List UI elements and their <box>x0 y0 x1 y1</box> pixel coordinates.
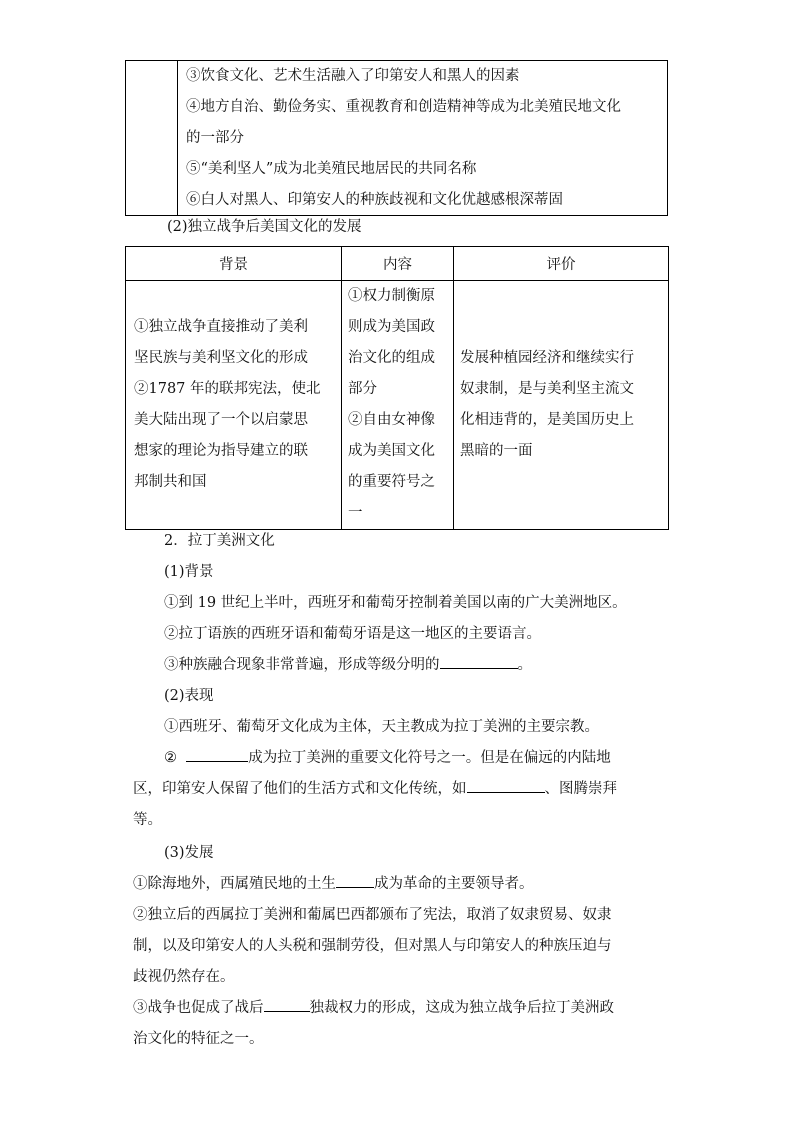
evaluation-line: 黑暗的一面 <box>460 443 533 459</box>
background-item-3-text: ③种族融合现象非常普遍，形成等级分明的 <box>164 657 440 673</box>
background-item-1: ①到 19 世纪上半叶，西班牙和葡萄牙控制着美国以南的广大美洲地区。 <box>164 595 627 611</box>
development-item-3-text: ③战争也促成了战后 <box>133 1000 264 1016</box>
performance-item-2-text: 成为拉丁美洲的重要文化符号之一。但是在偏远的内陆地 <box>248 750 611 766</box>
background-line: ①独立战争直接推动了美利 <box>134 319 308 335</box>
fill-blank <box>467 778 545 794</box>
content-line: 成为美国文化 <box>348 443 435 459</box>
development-item-2: ②独立后的西属拉丁美洲和葡属巴西都颁布了宪法，取消了奴隶贸易、奴隶 <box>133 907 612 923</box>
background-line: 美大陆出现了一个以启蒙思 <box>134 412 308 428</box>
fill-blank <box>440 654 518 670</box>
table-row-5: ⑤“美利坚人”成为北美殖民地居民的共同名称 <box>186 161 477 177</box>
background-cell <box>126 281 342 530</box>
development-item-3 <box>133 993 614 1024</box>
content-line: 则成为美国政 <box>348 319 435 335</box>
header-background: 背景 <box>126 247 342 281</box>
development-item-3-mid: 独裁权力的形成，这成为独立战争后拉丁美洲政 <box>309 1000 614 1016</box>
table-row-6: ⑥白人对黑人、印第安人的种族歧视和文化优越感根深蒂固 <box>186 192 563 208</box>
background-line: 想家的理论为指导建立的联 <box>134 443 308 459</box>
performance-heading: (2)表现 <box>164 688 214 704</box>
content-line: 一 <box>348 505 363 521</box>
development-item-2-end: 歧视仍然存在。 <box>133 969 235 985</box>
table-row-3: ③饮食文化、艺术生活融入了印第安人和黑人的因素 <box>186 68 520 84</box>
content-line: 治文化的组成 <box>348 350 435 366</box>
background-item-3 <box>164 650 532 681</box>
background-line: 邦制共和国 <box>134 474 207 490</box>
performance-item-2-end: 等。 <box>133 812 162 828</box>
background-item-2: ②拉丁语族的西班牙语和葡萄牙语是这一地区的主要语言。 <box>164 626 541 642</box>
evaluation-line: 奴隶制，是与美利坚主流文 <box>460 381 634 397</box>
evaluation-line: 发展种植园经济和继续实行 <box>460 350 634 366</box>
evaluation-line: 化相违背的，是美国历史上 <box>460 412 634 428</box>
development-item-1-text: ①除海地外，西属殖民地的土生 <box>133 876 336 892</box>
table-row-4-cont: 的一部分 <box>186 130 244 146</box>
section-heading: (2)独立战争后美国文化的发展 <box>167 219 362 235</box>
background-item-3-end: 。 <box>517 657 532 673</box>
background-heading: (1)背景 <box>164 564 214 580</box>
background-line: 坚民族与美利坚文化的形成 <box>134 350 308 366</box>
header-evaluation: 评价 <box>454 247 669 281</box>
development-item-1 <box>133 869 534 900</box>
latin-america-title: 2．拉丁美洲文化 <box>164 533 275 549</box>
development-item-1-end: 成为革命的主要领导者。 <box>374 876 534 892</box>
development-heading: (3)发展 <box>164 845 214 861</box>
performance-item-2-cont <box>133 774 617 805</box>
fill-blank <box>336 873 374 889</box>
content-line: 部分 <box>348 381 377 397</box>
performance-item-2-totem: 、图腾崇拜 <box>544 781 617 797</box>
performance-item-1: ①西班牙、葡萄牙文化成为主体，天主教成为拉丁美洲的主要宗教。 <box>164 719 599 735</box>
content-line: ①权力制衡原 <box>348 288 435 304</box>
header-content: 内容 <box>342 247 454 281</box>
content-line: 的重要符号之 <box>348 474 435 490</box>
table-row-4: ④地方自治、勤俭务实、重视教育和创造精神等成为北美殖民地文化 <box>186 99 621 115</box>
development-item-3-end: 治文化的特征之一。 <box>133 1031 264 1047</box>
evaluation-cell <box>454 281 669 530</box>
us-culture-table <box>125 246 669 530</box>
performance-item-2-text-cont: 区，印第安人保留了他们的生活方式和文化传统，如 <box>133 781 467 797</box>
development-item-2-cont: 制，以及印第安人的人头税和强制劳役，但对黑人与印第安人的种族压迫与 <box>133 938 612 954</box>
content-line: ②自由女神像 <box>348 412 435 428</box>
content-cell <box>342 281 454 530</box>
fill-blank <box>186 747 248 763</box>
culture-table-continued <box>125 60 668 216</box>
performance-item-2-marker: ② <box>164 750 177 766</box>
background-line: ②1787 年的联邦宪法，使北 <box>134 381 321 397</box>
table-column-divider <box>177 61 178 215</box>
performance-item-2 <box>164 743 611 774</box>
fill-blank <box>264 997 310 1013</box>
table-content-cell <box>186 61 661 216</box>
